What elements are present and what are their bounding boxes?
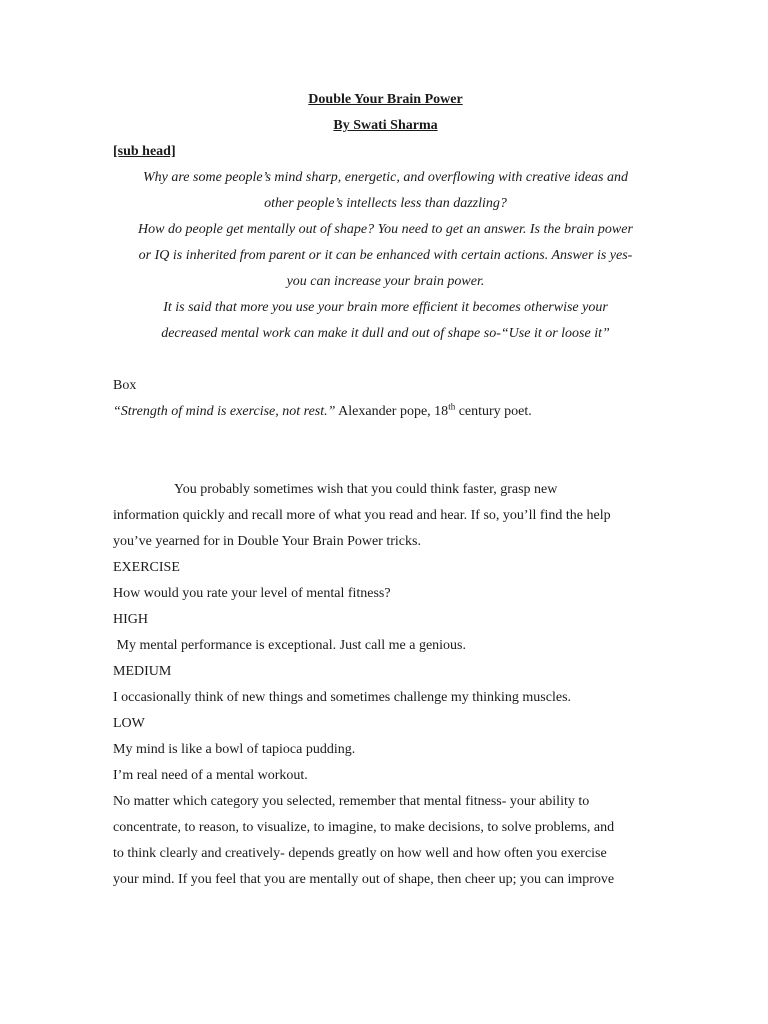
subhead-line: decreased mental work can make it dull and out of shape so-“Use it or loose it”	[161, 326, 610, 341]
body-line: I occasionally think of new things and sometimes challenge my thinking muscles.	[113, 690, 572, 705]
body-line: your mind. If you feel that you are mentally out of shape, then cheer up; you can improve	[113, 872, 615, 887]
quote-attribution: Alexander pope, 18	[335, 404, 449, 419]
quote-suffix: century poet.	[455, 404, 532, 419]
level-heading-medium: MEDIUM	[113, 664, 172, 679]
body-line: My mental performance is exceptional. Just call me a genious.	[113, 638, 467, 653]
subhead-line: It is said that more you use your brain more efficient it becomes otherwise your	[163, 300, 608, 315]
document-title: Double Your Brain Power	[308, 92, 463, 107]
subhead-line: other people’s intellects less than dazzling?	[264, 196, 507, 211]
document-page	[113, 87, 658, 893]
body-line: concentrate, to reason, to visualize, to imagine, to make decisions, to solve problems, and	[113, 820, 615, 835]
quote-superscript: th	[448, 401, 456, 412]
section-heading-exercise: EXERCISE	[113, 560, 180, 575]
body-line: I’m real need of a mental workout.	[113, 768, 308, 783]
body-line: How would you rate your level of mental fitness?	[113, 586, 391, 601]
body-line: information quickly and recall more of what you read and hear. If so, you’ll find the help	[113, 508, 611, 523]
box-label: Box	[113, 378, 137, 393]
quote-line	[113, 399, 658, 425]
body-line: My mind is like a bowl of tapioca pudding.	[113, 742, 356, 757]
body-text	[113, 477, 658, 893]
quote-text: “Strength of mind is exercise, not rest.”	[113, 404, 336, 419]
subhead-line: you can increase your brain power.	[286, 274, 485, 289]
level-heading-high: HIGH	[113, 612, 148, 627]
subhead-line: Why are some people’s mind sharp, energetic, and overflowing with creative ideas and	[143, 170, 628, 185]
body-line: you’ve yearned for in Double Your Brain Power tricks.	[113, 534, 421, 549]
body-line: No matter which category you selected, remember that mental fitness- your ability to	[113, 794, 590, 809]
level-heading-low: LOW	[113, 716, 145, 731]
subhead-line: or IQ is inherited from parent or it can be enhanced with certain actions. Answer is yes-	[138, 248, 633, 263]
spacer	[113, 347, 658, 373]
spacer	[113, 425, 658, 477]
document-byline: By Swati Sharma	[333, 118, 438, 133]
subhead-label: [sub head]	[113, 144, 176, 159]
body-line: You probably sometimes wish that you could think faster, grasp new	[174, 482, 558, 497]
subhead-block	[113, 165, 658, 347]
body-line: to think clearly and creatively- depends greatly on how well and how often you exercise	[113, 846, 607, 861]
subhead-line: How do people get mentally out of shape? You need to get an answer. Is the brain power	[138, 222, 633, 237]
